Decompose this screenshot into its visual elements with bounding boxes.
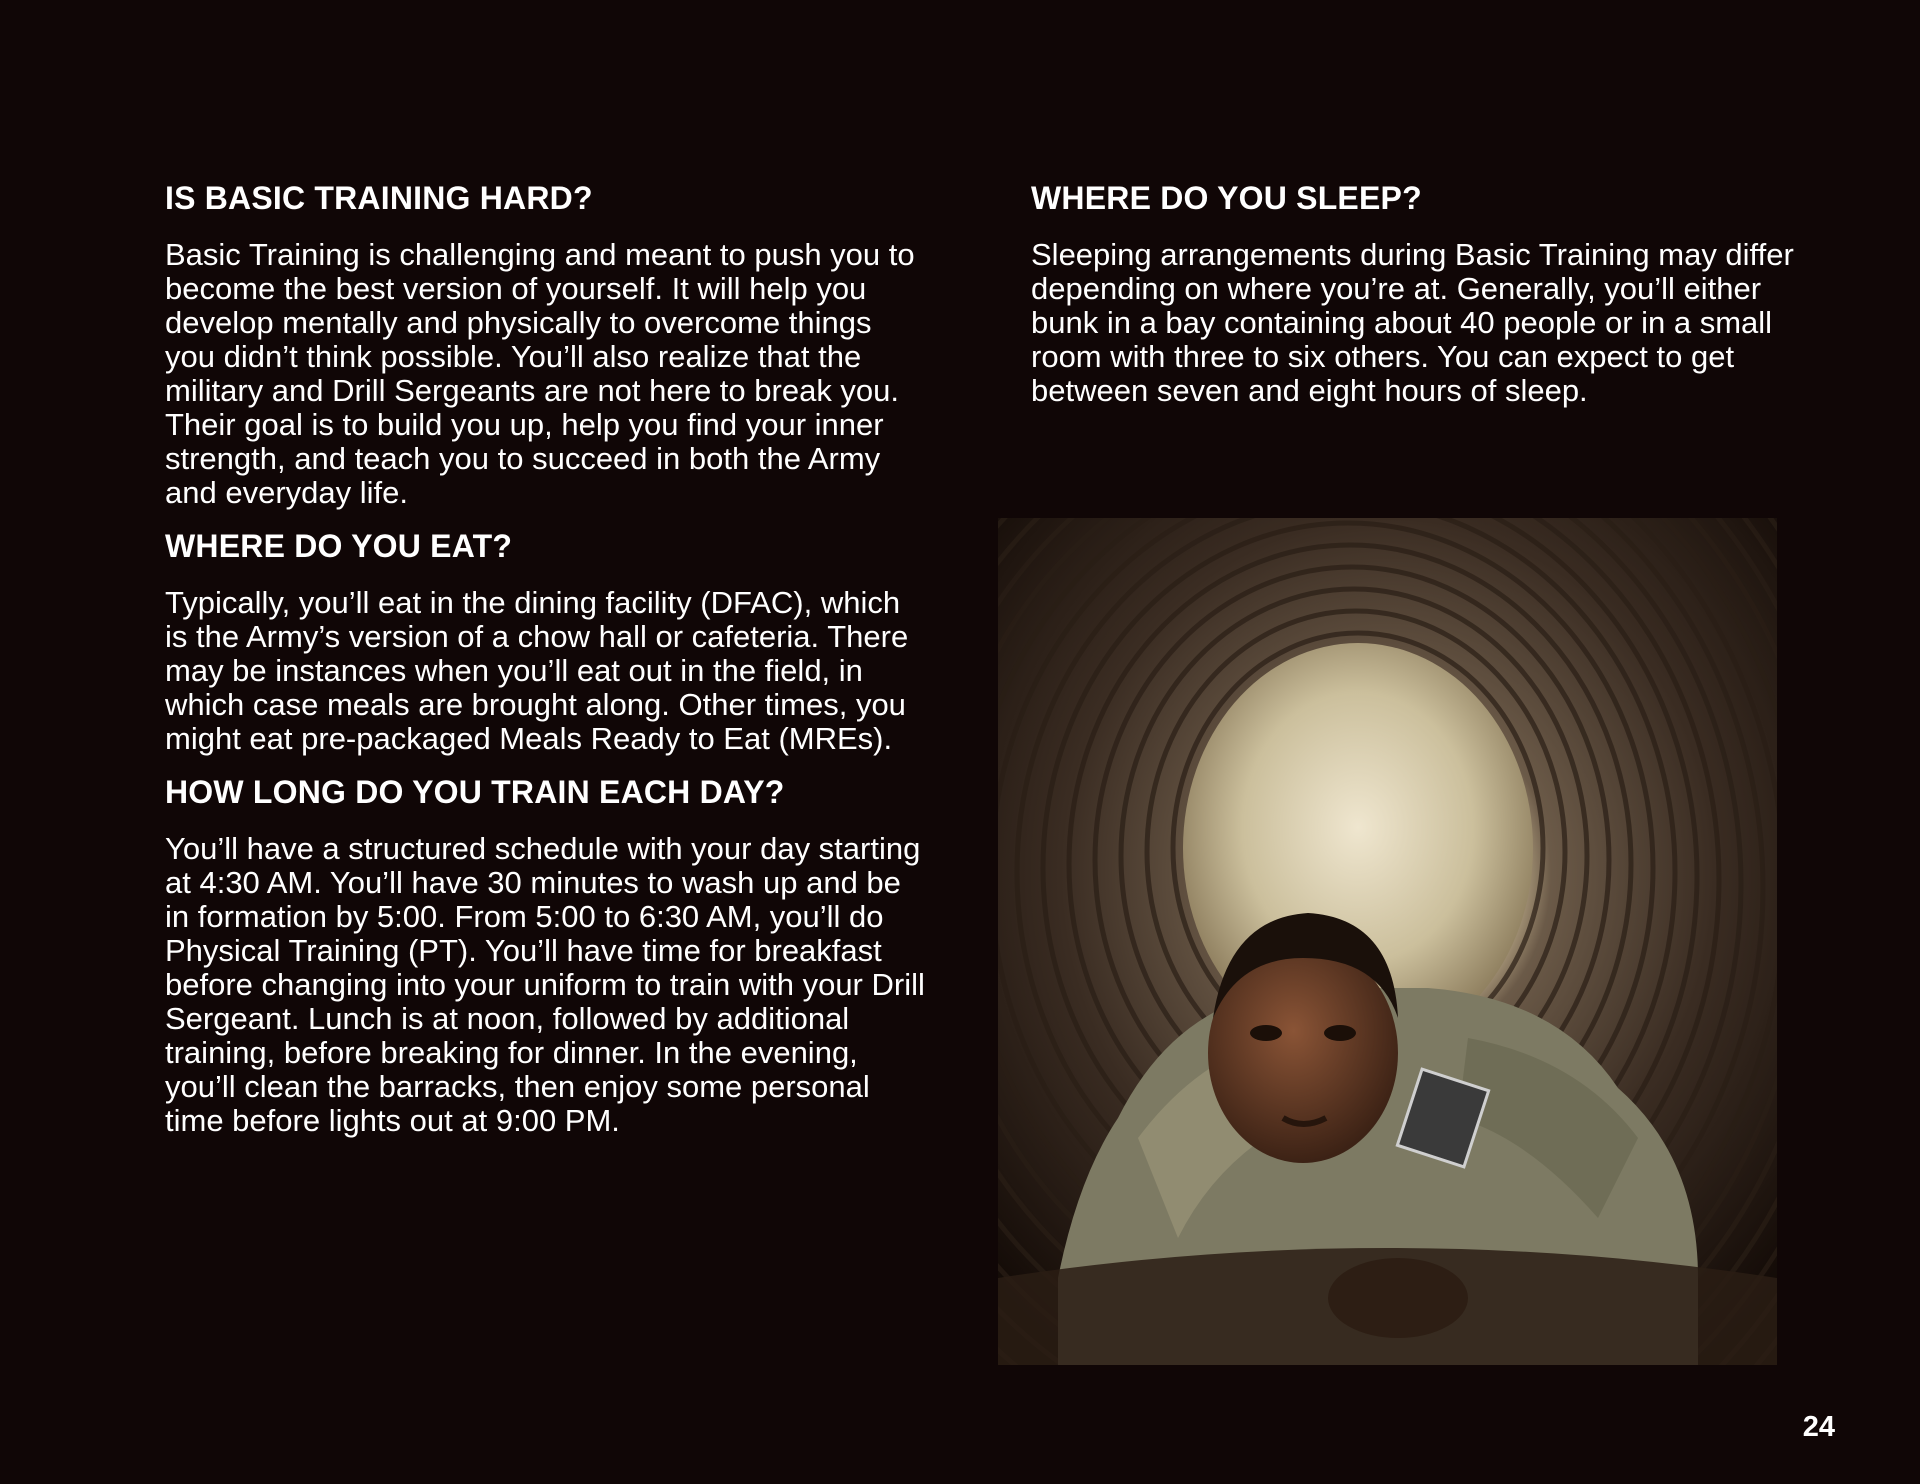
section-body: Basic Training is challenging and meant to push you to become the best version of yourself. It will help you develop mentally and physically to overcome things you didn’t think possible. You’ll also realize that the military and Drill Sergeants are not here to break you. Their goal is to build you up, help you find your inner strength, and teach you to succeed in both the Army and everyday life. [165,237,915,510]
section-where-eat [165,526,925,756]
section-heading: HOW LONG DO YOU TRAIN EACH DAY? [165,774,785,810]
left-column [165,178,925,1154]
section-body: You’ll have a structured schedule with your day starting at 4:30 AM. You’ll have 30 minutes to wash up and be in formation by 5:00. From 5:00 to 6:30 AM, you’ll do Physical Training (PT). You’ll have time for breakfast before changing into your uniform to train with your Drill Sergeant. Lunch is at noon, followed by additional training, before breaking for dinner. In the evening, you’ll clean the barracks, then enjoy some personal time before lights out at 9:00 PM. [165,831,925,1138]
section-basic-training-hard [165,178,925,510]
section-heading: WHERE DO YOU EAT? [165,528,513,564]
section-body: Typically, you’ll eat in the dining facility (DFAC), which is the Army’s version of a chow hall or cafeteria. There may be instances when you’ll eat out in the field, in which case meals are brought along. Other times, you might eat pre-packaged Meals Ready to Eat (MREs). [165,585,909,756]
right-column [1031,178,1801,424]
section-where-sleep [1031,178,1801,408]
section-heading: WHERE DO YOU SLEEP? [1031,180,1422,216]
page-number: 24 [1802,1411,1835,1443]
section-body: Sleeping arrangements during Basic Training may differ depending on where you’re at. Generally, you’ll either bunk in a bay containing about 40 people or in a small room with three to six others. You can expect to get between seven and eight hours of sleep. [1031,237,1794,408]
section-training-hours [165,772,925,1138]
soldier-in-tunnel-photo [998,518,1777,1365]
section-heading: IS BASIC TRAINING HARD? [165,180,593,216]
